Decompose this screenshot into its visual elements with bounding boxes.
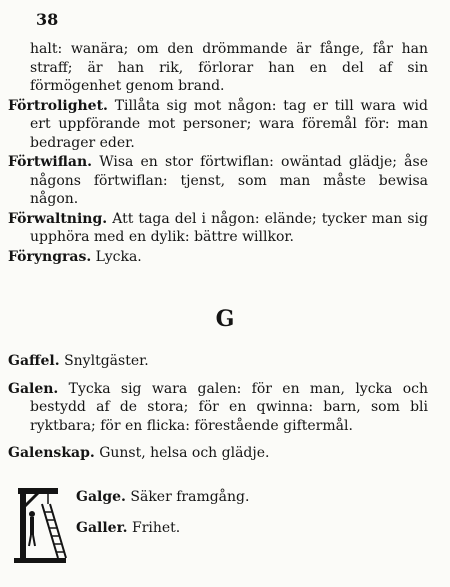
entry-headword: Förwaltning.	[8, 210, 108, 227]
dictionary-entry	[8, 97, 428, 153]
entry-definition: Lycka.	[95, 248, 142, 265]
entry-definition: Tycka sig wara galen: för en man, lycka och bestydd af de stora; för en qwinna: barn, som bli ryktbara; för en flicka: förestående giftermål.	[30, 380, 428, 434]
entry-definition: Wisa en stor förtwiflan: owäntad glädje; åse någons förtwiflan: tjenst, som man måste bewisa någon.	[30, 154, 429, 207]
entry-definition: Gunst, helsa och glädje.	[99, 445, 270, 461]
dictionary-entry	[8, 380, 428, 436]
dictionary-entry	[8, 153, 428, 209]
entry-definition: halt: wanära; om den drömmande är fånge, får han straff; är han rik, förlorar han en del af sin förmögenhet genom brand.	[30, 41, 428, 94]
dictionary-entry	[8, 352, 428, 371]
dictionary-entry	[76, 519, 426, 538]
section-letter: G	[215, 306, 235, 332]
entry-headword: Galge.	[76, 489, 126, 505]
entry-definition: Att taga del i någon: elände; tycker man sig upphöra med en dylik: bättre willkor.	[30, 210, 428, 245]
dictionary-entry	[8, 40, 428, 96]
gallows-illustration	[12, 484, 68, 564]
entries-middle	[8, 352, 428, 472]
dictionary-entry	[8, 210, 428, 247]
dictionary-entry	[8, 248, 428, 267]
entry-definition: Tillåta sig mot någon: tag er till wara wid ert uppförande mot personer; wara föremål för: man bedrager eder.	[30, 97, 428, 151]
entries-bottom	[76, 488, 426, 549]
entry-headword: Galen.	[8, 380, 59, 397]
dictionary-entry	[8, 444, 428, 463]
entry-headword: Förtrolighet.	[8, 97, 108, 114]
entry-definition: Frihet.	[132, 519, 181, 536]
entry-headword: Föryngras.	[8, 248, 92, 265]
entry-definition: Snyltgäster.	[64, 353, 149, 369]
page-number: 38	[36, 10, 59, 29]
entries-top	[8, 40, 428, 267]
entry-definition: Säker framgång.	[130, 489, 250, 505]
entry-headword: Gaffel.	[8, 353, 60, 369]
entry-headword: Galler.	[76, 519, 128, 536]
entry-headword: Förtwiflan.	[8, 154, 93, 170]
entry-headword: Galenskap.	[8, 445, 95, 461]
dictionary-entry	[76, 488, 426, 507]
